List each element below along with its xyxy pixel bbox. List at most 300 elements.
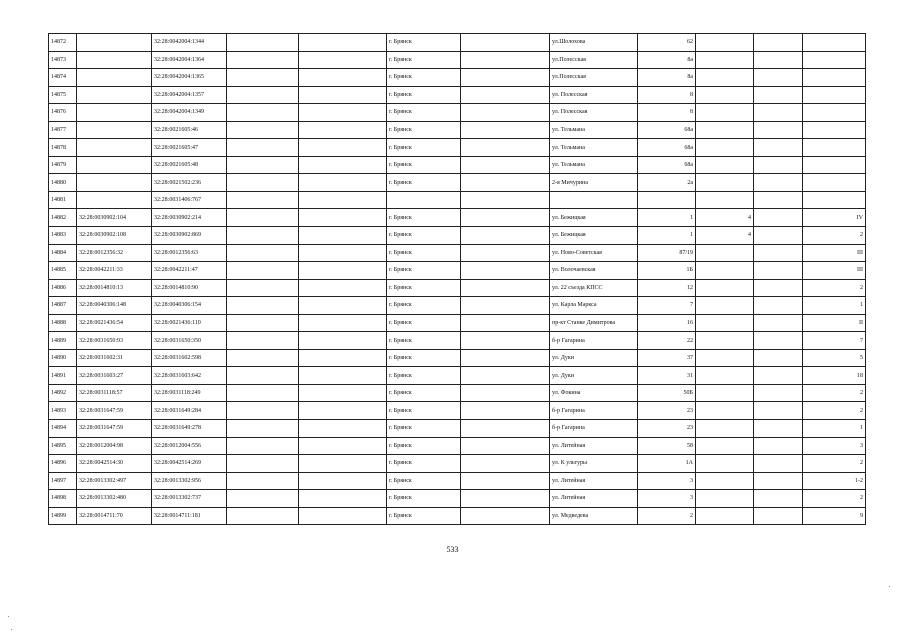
cell-house-number: 58 [638, 437, 696, 455]
cell-row-number: 14898 [49, 490, 77, 508]
cell-building [696, 139, 754, 157]
cell-city: г. Брянск [387, 279, 461, 297]
cell-building [696, 367, 754, 385]
cell-col-11 [754, 191, 803, 209]
cell-col-5 [299, 51, 387, 69]
cell-cadastral-number: 32:28:0031603:642 [152, 367, 227, 385]
cell-cadastral-number: 32:28:0042004:1365 [152, 69, 227, 87]
cell-street: ул. Волочаевская [550, 262, 638, 280]
cell-col-7 [461, 156, 550, 174]
cell-old-cadastral-number [77, 51, 152, 69]
cell-cadastral-number: 32:28:0013302:737 [152, 490, 227, 508]
cell-col-7 [461, 472, 550, 490]
cell-apartment: 2 [803, 490, 866, 508]
cell-apartment: 5 [803, 349, 866, 367]
cell-col-5 [299, 455, 387, 473]
cell-row-number: 14884 [49, 244, 77, 262]
cell-col-4 [227, 297, 299, 315]
cell-street: ул. 22 съезда КПСС [550, 279, 638, 297]
cell-col-7 [461, 349, 550, 367]
cell-building [696, 472, 754, 490]
cell-cadastral-number: 32:28:0021436:110 [152, 314, 227, 332]
cell-col-11 [754, 332, 803, 350]
cell-city: г. Брянск [387, 139, 461, 157]
cell-old-cadastral-number [77, 174, 152, 192]
cell-building [696, 490, 754, 508]
cell-col-11 [754, 367, 803, 385]
cell-row-number: 14888 [49, 314, 77, 332]
cell-building [696, 507, 754, 525]
cell-house-number: 12 [638, 279, 696, 297]
cell-street: ул.Полесская [550, 69, 638, 87]
cell-cadastral-number: 32:28:0021605:46 [152, 121, 227, 139]
cell-house-number: 31 [638, 367, 696, 385]
cell-row-number: 14875 [49, 86, 77, 104]
cell-street: ул. Дуки [550, 349, 638, 367]
cell-col-5 [299, 121, 387, 139]
cell-col-4 [227, 279, 299, 297]
cell-old-cadastral-number: 32:28:0031650:93 [77, 332, 152, 350]
table-row [49, 191, 866, 209]
cell-apartment [803, 121, 866, 139]
cell-row-number: 14887 [49, 297, 77, 315]
table-row [49, 121, 866, 139]
cell-col-4 [227, 367, 299, 385]
cell-col-7 [461, 51, 550, 69]
cell-cadastral-number: 32:28:0042514:269 [152, 455, 227, 473]
cell-col-4 [227, 156, 299, 174]
cell-city: г. Брянск [387, 507, 461, 525]
cell-city: г. Брянск [387, 209, 461, 227]
cell-row-number: 14890 [49, 349, 77, 367]
cell-old-cadastral-number: 32:28:0031602:31 [77, 349, 152, 367]
table-row [49, 244, 866, 262]
cell-apartment [803, 34, 866, 52]
cell-street: ул. Бежицкая [550, 227, 638, 245]
cell-col-7 [461, 34, 550, 52]
cell-row-number: 14891 [49, 367, 77, 385]
cell-street: ул.Полесская [550, 51, 638, 69]
cell-col-7 [461, 402, 550, 420]
table-row [49, 262, 866, 280]
cell-old-cadastral-number: 32:28:0014711:70 [77, 507, 152, 525]
table-row [49, 472, 866, 490]
cell-col-4 [227, 349, 299, 367]
cell-col-11 [754, 34, 803, 52]
table-row [49, 69, 866, 87]
cell-col-5 [299, 490, 387, 508]
cell-col-5 [299, 191, 387, 209]
table-row [49, 104, 866, 122]
cell-cadastral-number: 32:28:0030902:214 [152, 209, 227, 227]
cell-col-4 [227, 104, 299, 122]
cell-col-11 [754, 244, 803, 262]
cell-col-4 [227, 314, 299, 332]
cell-col-5 [299, 279, 387, 297]
cell-cadastral-number: 32:28:0042004:1357 [152, 86, 227, 104]
cell-city: г. Брянск [387, 297, 461, 315]
cell-building [696, 279, 754, 297]
cell-building [696, 104, 754, 122]
cell-street: ул. Ново-Советская [550, 244, 638, 262]
cell-row-number: 14879 [49, 156, 77, 174]
table-row [49, 332, 866, 350]
cell-col-11 [754, 86, 803, 104]
cell-street: ул. Тельмана [550, 156, 638, 174]
cell-building: 4 [696, 227, 754, 245]
cell-building [696, 86, 754, 104]
table-row [49, 349, 866, 367]
cell-col-4 [227, 437, 299, 455]
cell-building: 4 [696, 209, 754, 227]
cell-street: ул. Бежицкая [550, 209, 638, 227]
cell-apartment [803, 139, 866, 157]
cell-house-number: 37 [638, 349, 696, 367]
cell-col-5 [299, 507, 387, 525]
cell-old-cadastral-number [77, 156, 152, 174]
cell-street: пр-кт Станке Димитрова [550, 314, 638, 332]
cell-city: г. Брянск [387, 472, 461, 490]
cell-row-number: 14893 [49, 402, 77, 420]
cell-building [696, 262, 754, 280]
cell-house-number: 2 [638, 507, 696, 525]
cell-house-number: 1А [638, 455, 696, 473]
cell-col-4 [227, 384, 299, 402]
cell-building [696, 69, 754, 87]
cell-col-4 [227, 472, 299, 490]
cell-col-11 [754, 121, 803, 139]
cell-col-5 [299, 227, 387, 245]
table-row [49, 156, 866, 174]
cell-col-4 [227, 507, 299, 525]
cell-house-number: 2а [638, 174, 696, 192]
cell-city: г. Брянск [387, 437, 461, 455]
table-row [49, 384, 866, 402]
cell-apartment: 1-2 [803, 472, 866, 490]
cell-row-number: 14878 [49, 139, 77, 157]
cell-city: г. Брянск [387, 69, 461, 87]
cell-apartment: 3 [803, 437, 866, 455]
cell-col-11 [754, 297, 803, 315]
cell-city: г. Брянск [387, 174, 461, 192]
cell-col-7 [461, 420, 550, 438]
cell-col-7 [461, 437, 550, 455]
cell-house-number: 3 [638, 472, 696, 490]
cell-old-cadastral-number: 32:28:0012356:32 [77, 244, 152, 262]
cell-old-cadastral-number: 32:28:0014810:13 [77, 279, 152, 297]
cell-house-number [638, 191, 696, 209]
cell-row-number: 14897 [49, 472, 77, 490]
cell-house-number: 22 [638, 332, 696, 350]
cell-street: ул. К ультуры [550, 455, 638, 473]
cell-old-cadastral-number: 32:28:0031647:59 [77, 420, 152, 438]
scan-speck [889, 586, 890, 587]
cell-apartment [803, 51, 866, 69]
cell-cadastral-number: 32:28:0012004:556 [152, 437, 227, 455]
cell-old-cadastral-number: 32:28:0042211:33 [77, 262, 152, 280]
cell-col-11 [754, 227, 803, 245]
cell-col-7 [461, 455, 550, 473]
cell-col-4 [227, 420, 299, 438]
cell-col-4 [227, 174, 299, 192]
cell-building [696, 121, 754, 139]
cell-house-number: 50Б [638, 384, 696, 402]
cell-row-number: 14896 [49, 455, 77, 473]
cell-old-cadastral-number: 32:28:0031647:59 [77, 402, 152, 420]
cell-col-7 [461, 367, 550, 385]
cell-row-number: 14882 [49, 209, 77, 227]
cell-cadastral-number: 32:28:0031650:350 [152, 332, 227, 350]
cell-col-7 [461, 86, 550, 104]
cell-col-11 [754, 262, 803, 280]
cell-cadastral-number: 32:28:0042004:1349 [152, 104, 227, 122]
cell-col-5 [299, 437, 387, 455]
cell-row-number: 14877 [49, 121, 77, 139]
cell-old-cadastral-number [77, 104, 152, 122]
cell-col-7 [461, 139, 550, 157]
cell-col-11 [754, 402, 803, 420]
cell-apartment [803, 69, 866, 87]
cell-col-7 [461, 191, 550, 209]
cell-cadastral-number: 32:28:0042211:47 [152, 262, 227, 280]
cell-street: ул. Карла Маркса [550, 297, 638, 315]
cell-old-cadastral-number [77, 86, 152, 104]
cell-house-number: 8 [638, 104, 696, 122]
cell-cadastral-number: 32:28:0014810:90 [152, 279, 227, 297]
cell-house-number: 1Б [638, 262, 696, 280]
cell-old-cadastral-number: 32:28:0040306:148 [77, 297, 152, 315]
cell-col-11 [754, 104, 803, 122]
cell-col-7 [461, 507, 550, 525]
cell-building [696, 297, 754, 315]
cell-house-number: 68а [638, 121, 696, 139]
cell-building [696, 455, 754, 473]
cell-col-11 [754, 507, 803, 525]
cell-apartment: II [803, 314, 866, 332]
cell-street: б-р Гагарина [550, 402, 638, 420]
cell-apartment: 9 [803, 507, 866, 525]
cell-street: ул. Медведева [550, 507, 638, 525]
table-row [49, 174, 866, 192]
cell-col-7 [461, 332, 550, 350]
cell-city: г. Брянск [387, 490, 461, 508]
cell-col-5 [299, 34, 387, 52]
cell-city: г. Брянск [387, 455, 461, 473]
cell-street: б-р Гагарина [550, 420, 638, 438]
cell-building [696, 332, 754, 350]
cell-city: г. Брянск [387, 262, 461, 280]
cell-city: г. Брянск [387, 121, 461, 139]
cell-old-cadastral-number: 32:28:0021436:54 [77, 314, 152, 332]
cell-row-number: 14872 [49, 34, 77, 52]
cell-building [696, 191, 754, 209]
cell-house-number: 1 [638, 227, 696, 245]
cell-street: ул. Фокина [550, 384, 638, 402]
cell-street: ул. Литейная [550, 437, 638, 455]
cell-row-number: 14899 [49, 507, 77, 525]
cell-cadastral-number: 32:28:0031406:767 [152, 191, 227, 209]
cell-col-7 [461, 244, 550, 262]
cell-old-cadastral-number: 32:28:0030902:104 [77, 209, 152, 227]
cell-street: ул. Тельмана [550, 139, 638, 157]
cell-col-7 [461, 297, 550, 315]
cell-apartment [803, 104, 866, 122]
cell-cadastral-number: 32:28:0013302:956 [152, 472, 227, 490]
table-row [49, 314, 866, 332]
cell-col-5 [299, 472, 387, 490]
cell-street: ул. Дуки [550, 367, 638, 385]
cell-apartment: 18 [803, 367, 866, 385]
cell-col-11 [754, 314, 803, 332]
cell-col-5 [299, 349, 387, 367]
cell-col-4 [227, 139, 299, 157]
cell-building [696, 314, 754, 332]
cell-col-4 [227, 455, 299, 473]
cell-building [696, 174, 754, 192]
cell-old-cadastral-number [77, 69, 152, 87]
cell-cadastral-number: 32:28:0021605:48 [152, 156, 227, 174]
cell-col-4 [227, 69, 299, 87]
cell-row-number: 14895 [49, 437, 77, 455]
cell-city: г. Брянск [387, 314, 461, 332]
cell-old-cadastral-number: 32:28:0031118:57 [77, 384, 152, 402]
table-row [49, 490, 866, 508]
cell-old-cadastral-number: 32:28:0013302:497 [77, 472, 152, 490]
cell-old-cadastral-number [77, 34, 152, 52]
cell-col-4 [227, 227, 299, 245]
cell-apartment: III [803, 262, 866, 280]
cell-cadastral-number: 32:28:0021605:47 [152, 139, 227, 157]
table-body [49, 34, 866, 525]
cell-row-number: 14885 [49, 262, 77, 280]
cell-city: г. Брянск [387, 227, 461, 245]
cell-col-4 [227, 34, 299, 52]
cell-col-4 [227, 402, 299, 420]
cell-house-number: 23 [638, 402, 696, 420]
cell-col-5 [299, 139, 387, 157]
cell-col-5 [299, 367, 387, 385]
table-row [49, 507, 866, 525]
cell-col-5 [299, 402, 387, 420]
cell-cadastral-number: 32:28:0031649:278 [152, 420, 227, 438]
cell-cadastral-number: 32:28:0031118:249 [152, 384, 227, 402]
cell-cadastral-number: 32:28:0030902:869 [152, 227, 227, 245]
cell-col-5 [299, 104, 387, 122]
cell-col-5 [299, 209, 387, 227]
cell-col-7 [461, 279, 550, 297]
cell-col-5 [299, 314, 387, 332]
cell-col-11 [754, 349, 803, 367]
table-row [49, 455, 866, 473]
cell-house-number: 68а [638, 139, 696, 157]
cell-city: г. Брянск [387, 402, 461, 420]
cell-building [696, 437, 754, 455]
cell-city: г. Брянск [387, 104, 461, 122]
cell-apartment: 2 [803, 455, 866, 473]
cell-col-5 [299, 69, 387, 87]
table-row [49, 402, 866, 420]
cell-building [696, 384, 754, 402]
table-row [49, 420, 866, 438]
cell-col-5 [299, 262, 387, 280]
cell-building [696, 34, 754, 52]
cell-house-number: 8 [638, 86, 696, 104]
cell-col-7 [461, 69, 550, 87]
cell-col-11 [754, 209, 803, 227]
cell-col-11 [754, 174, 803, 192]
cell-house-number: 8а [638, 51, 696, 69]
cell-apartment: 2 [803, 384, 866, 402]
table-row [49, 51, 866, 69]
cell-apartment: 1 [803, 420, 866, 438]
cell-row-number: 14892 [49, 384, 77, 402]
cell-house-number: 1 [638, 209, 696, 227]
cell-house-number: 68а [638, 156, 696, 174]
cell-apartment: 7 [803, 332, 866, 350]
cell-apartment [803, 191, 866, 209]
table-row [49, 86, 866, 104]
table-row [49, 297, 866, 315]
cell-street: ул.Шолохова [550, 34, 638, 52]
cell-row-number: 14874 [49, 69, 77, 87]
cell-apartment: 2 [803, 279, 866, 297]
cell-city: г. Брянск [387, 349, 461, 367]
cell-col-4 [227, 332, 299, 350]
table-row [49, 139, 866, 157]
cell-apartment: 2 [803, 402, 866, 420]
cell-col-5 [299, 384, 387, 402]
cell-city: г. Брянск [387, 34, 461, 52]
cell-building [696, 349, 754, 367]
cell-building [696, 420, 754, 438]
cell-row-number: 14880 [49, 174, 77, 192]
cell-col-5 [299, 174, 387, 192]
cell-city: г. Брянск [387, 244, 461, 262]
cell-house-number: 3 [638, 490, 696, 508]
cell-old-cadastral-number: 32:28:0013302:480 [77, 490, 152, 508]
table-row [49, 279, 866, 297]
cell-cadastral-number: 32:28:0042004:1344 [152, 34, 227, 52]
page-number: 533 [446, 545, 459, 554]
cell-old-cadastral-number: 32:28:0012004:98 [77, 437, 152, 455]
cell-city: г. Брянск [387, 51, 461, 69]
cell-city: г. Брянск [387, 384, 461, 402]
cell-city [387, 191, 461, 209]
cell-old-cadastral-number: 32:28:0031603:27 [77, 367, 152, 385]
cell-house-number: 16 [638, 314, 696, 332]
cell-street: ул. Полесская [550, 86, 638, 104]
cell-building [696, 156, 754, 174]
cell-old-cadastral-number: 32:28:0042514:30 [77, 455, 152, 473]
cell-col-5 [299, 156, 387, 174]
cell-street: ул. Тельмана [550, 121, 638, 139]
table-row [49, 34, 866, 52]
cell-street: ул. Полесская [550, 104, 638, 122]
cell-street [550, 191, 638, 209]
cell-col-4 [227, 121, 299, 139]
cell-col-5 [299, 420, 387, 438]
cell-row-number: 14876 [49, 104, 77, 122]
cell-row-number: 14883 [49, 227, 77, 245]
cell-apartment [803, 86, 866, 104]
cell-col-11 [754, 156, 803, 174]
cell-city: г. Брянск [387, 420, 461, 438]
cell-col-7 [461, 262, 550, 280]
cell-cadastral-number: 32:28:0014711:181 [152, 507, 227, 525]
cell-old-cadastral-number [77, 139, 152, 157]
cell-row-number: 14873 [49, 51, 77, 69]
cell-house-number: 23 [638, 420, 696, 438]
